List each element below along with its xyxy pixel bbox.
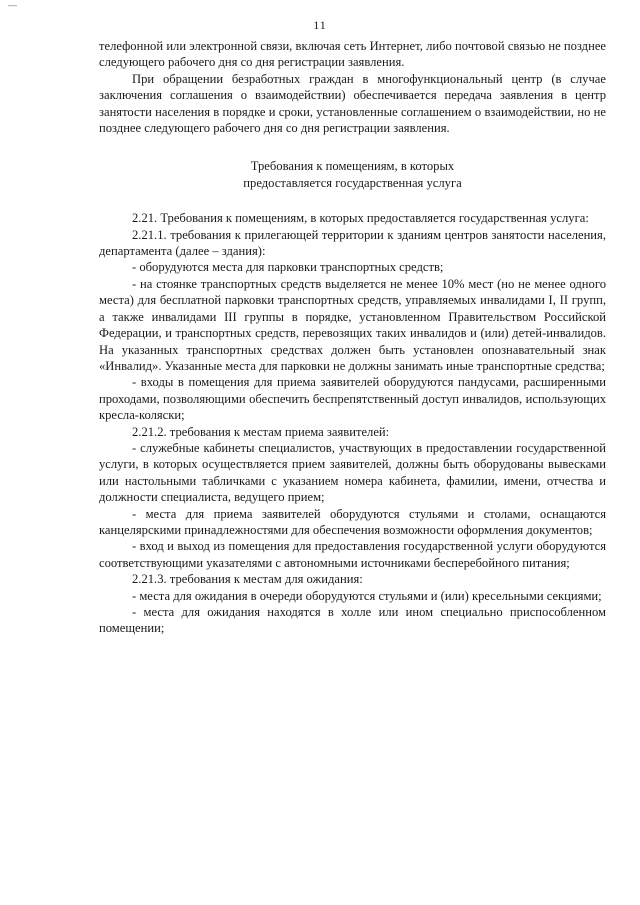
- section-heading-line-2: предоставляется государственная услуга: [243, 175, 462, 190]
- list-item-ramps: - входы в помещения для приема заявителей оборудуются пандусами, расширенными проходами, позволяющими обеспечить беспрепятственный доступ инвалидов, использующих кресла-коляски;: [99, 375, 606, 423]
- list-item-reception-furniture: - места для приема заявителей оборудуются стульями и столами, оснащаются канцелярскими принадлежностями для обеспечения возможности оформления документов;: [99, 506, 606, 537]
- list-item-entrance-signs: - вход и выход из помещения для предоставления государственной услуги оборудуются соответствующими указателями с автономными источниками бесперебойного питания;: [99, 539, 606, 570]
- list-item-parking-places: - оборудуются места для парковки транспортных средств;: [132, 260, 444, 275]
- list-item-office-signs: - служебные кабинеты специалистов, участвующих в предоставлении государственной услуги, в которых осуществляется прием заявителей, должны быть оборудованы вывесками или настольными табличками с указанием номера кабинета, фамилии, имени, отчества и должности специалиста, ведущего прием;: [99, 440, 606, 505]
- list-item-waiting-seats: - места для ожидания в очереди оборудуются стульями и (или) кресельными секциями;: [132, 588, 602, 603]
- section-heading-line-1: Требования к помещениям, в которых: [250, 159, 455, 174]
- scan-corner-mark: —: [8, 0, 17, 10]
- list-item-disabled-parking: - на стоянке транспортных средств выделяется не менее 10% мест (но не менее одного места) для бесплатной парковки транспортных средств, управляемых инвалидами I, II групп, а также инвалидами III группы в порядке, установленном Правительством Российской Федерации, и транспортных средств, перевозящих таких инвалидов и (или) детей-инвалидов. На указанных транспортных средствах должен быть установлен опознавательный знак «Инвалид». Указанные места для парковки не должны занимать иные транспортные средства;: [99, 276, 606, 373]
- clause-2-21-3: 2.21.3. требования к местам для ожидания:: [132, 572, 363, 587]
- clause-2-21: 2.21. Требования к помещениям, в которых предоставляется государственная услуга:: [132, 211, 589, 226]
- section-heading: [99, 158, 606, 191]
- list-item-waiting-hall: - места для ожидания находятся в холле или ином специально приспособленном помещении;: [99, 605, 606, 636]
- clause-2-21-1: 2.21.1. требования к прилегающей территории к зданиям центров занятости населения, департамента (далее – здания):: [99, 227, 606, 259]
- clause-2-21-2: 2.21.2. требования к местам приема заявителей:: [132, 424, 390, 439]
- intro-paragraph-continuation: телефонной или электронной связи, включая сеть Интернет, либо почтовой связью не позднее следующего рабочего дня со дня регистрации заявления.: [99, 39, 606, 70]
- intro-paragraph-mfc: При обращении безработных граждан в многофункциональный центр (в случае заключения соглашения о взаимодействии) обеспечивается передача заявления в центр занятости населения в порядке и сроки, установленные соглашением о взаимодействии, но не позднее следующего рабочего дня со дня регистрации заявления.: [99, 71, 606, 136]
- page-number: 11: [313, 18, 327, 32]
- document-body: [99, 38, 606, 637]
